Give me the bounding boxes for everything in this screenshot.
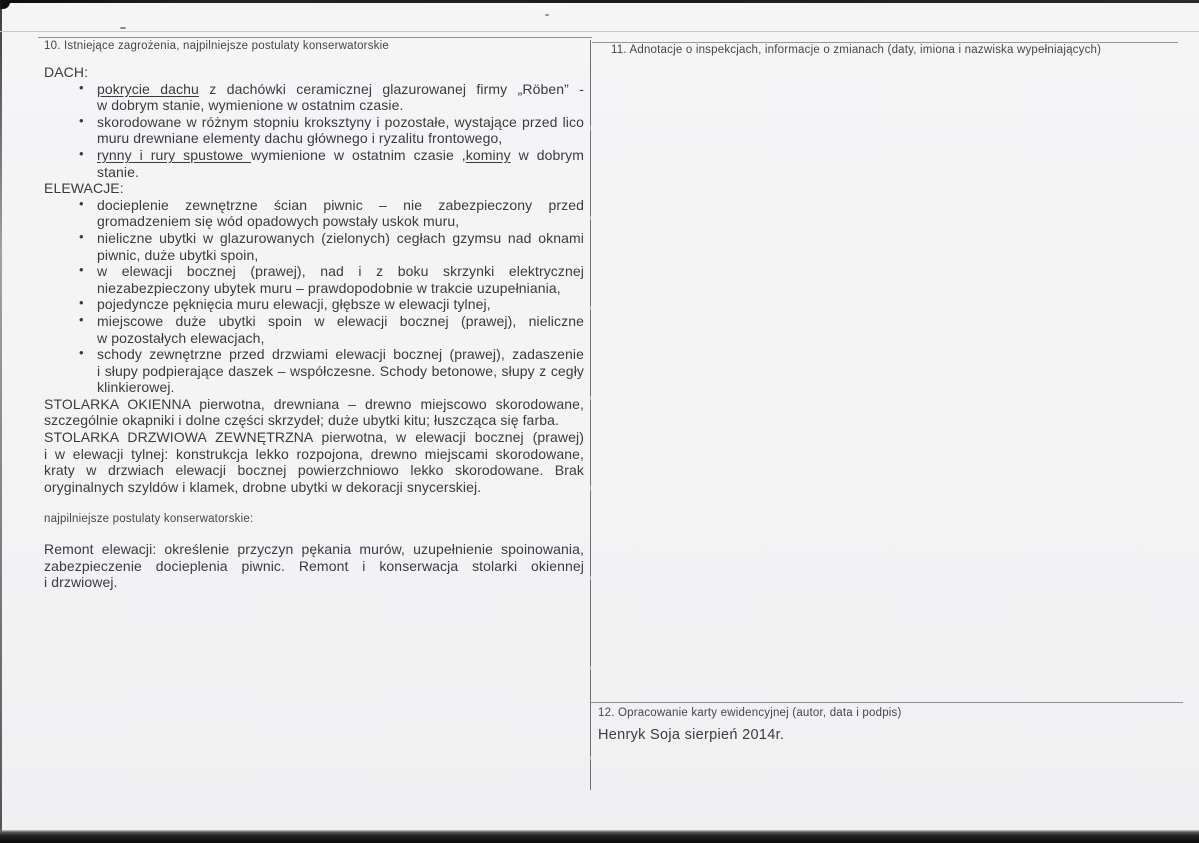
text-segment: wymienione w ostatnim czasie , bbox=[251, 146, 466, 163]
text-segment: stanie. bbox=[97, 163, 139, 180]
text-line bbox=[97, 313, 584, 330]
section-12-author-date: Henryk Soja sierpień 2014r. bbox=[598, 727, 785, 743]
scan-fold-line bbox=[0, 31, 1199, 32]
bullet-item bbox=[44, 81, 584, 114]
text-segment: oryginalnych szyldów i klamek, drobne ubytki w dekoracji snycerskiej. bbox=[44, 478, 482, 495]
text-line bbox=[97, 230, 584, 247]
text-line bbox=[97, 130, 584, 147]
text-line bbox=[97, 263, 584, 280]
text-line bbox=[97, 296, 584, 313]
section-10-content bbox=[44, 64, 584, 591]
bullet-icon: • bbox=[79, 295, 84, 311]
document-heading: ELEWACJE: bbox=[44, 180, 124, 197]
text-segment: klinkierowej. bbox=[97, 379, 175, 396]
bullet-item bbox=[44, 147, 584, 180]
text-line bbox=[44, 541, 584, 558]
section-10-top-rule bbox=[38, 37, 592, 38]
text-line bbox=[97, 147, 584, 164]
underlined-text: kominy bbox=[465, 146, 511, 163]
text-line bbox=[44, 574, 584, 591]
text-segment: STOLARKA OKIENNA pierwotna, drewniana – drewno miejscowo skorodowane, bbox=[44, 395, 584, 412]
text-line bbox=[44, 462, 584, 479]
text-line bbox=[97, 97, 584, 114]
section-10-label: 10. Istniejące zagrożenia, najpilniejsze postulaty konserwatorskie bbox=[44, 40, 389, 52]
bullet-icon: • bbox=[79, 311, 84, 327]
text-segment: schody zewnętrzne przed drzwiami elewacji bocznej (prawej), zadaszenie bbox=[97, 346, 584, 363]
bullet-item bbox=[44, 313, 584, 346]
bullet-item bbox=[44, 230, 584, 263]
text-line bbox=[44, 429, 584, 446]
text-line bbox=[97, 247, 584, 264]
bullet-icon: • bbox=[79, 145, 84, 161]
text-line bbox=[97, 346, 584, 363]
document-heading: DACH: bbox=[44, 64, 89, 80]
text-segment: w dobrym bbox=[510, 146, 585, 163]
underlined-text: rynny i rury spustowe bbox=[97, 146, 252, 163]
text-segment: i drzwiowej. bbox=[44, 574, 118, 591]
text-line bbox=[97, 164, 584, 181]
text-segment: muru drewniane elementy dachu głównego i ryzalitu frontowego, bbox=[97, 130, 503, 147]
text-line bbox=[97, 379, 584, 396]
underlined-text: pokrycie dachu bbox=[97, 80, 199, 97]
scan-top-edge bbox=[0, 0, 1199, 3]
text-segment: w pozostałych elewacjach, bbox=[97, 329, 265, 346]
text-segment: skorodowane w różnym stopniu kroksztyny i pozostałe, wystające przed lico bbox=[97, 113, 584, 130]
text-line bbox=[44, 396, 584, 413]
text-line bbox=[97, 114, 584, 131]
text-segment: STOLARKA DRZWIOWA ZEWNĘTRZNA pierwotna, w elewacji bocznej (prawej) bbox=[44, 429, 584, 446]
scan-speck bbox=[545, 14, 549, 16]
text-segment: piwnic, duże ubytki spoin, bbox=[97, 246, 259, 263]
text-line bbox=[44, 479, 584, 496]
text-line bbox=[44, 412, 584, 429]
text-line bbox=[44, 446, 584, 463]
text-line bbox=[97, 363, 584, 380]
text-line bbox=[97, 280, 584, 297]
text-segment: z dachówki ceramicznej glazurowanej firmy „Röben” - bbox=[198, 80, 584, 97]
text-segment: Remont elewacji: określenie przyczyn pękania murów, uzupełnienie spoinowania, bbox=[44, 541, 584, 558]
text-segment: niezabezpieczony ubytek muru – prawdopodobnie w trakcie uzupełniania, bbox=[97, 279, 561, 296]
text-segment: szczególnie okapniki i dolne części skrzydeł; duże ubytki kitu; łuszcząca się farba. bbox=[44, 412, 559, 429]
scan-left-edge bbox=[0, 0, 2, 843]
section-12-label: 12. Opracowanie karty ewidencyjnej (autor, data i podpis) bbox=[598, 707, 902, 719]
text-segment: zabezpieczenie docieplenia piwnic. Remont i konserwacja stolarki okiennej bbox=[44, 557, 584, 574]
text-segment: w dobrym stanie, wymienione w ostatnim czasie. bbox=[97, 97, 404, 114]
text-line bbox=[97, 197, 584, 214]
text-segment: nieliczne ubytki w glazurowanych (zielonych) cegłach gzymsu nad oknami bbox=[97, 229, 584, 246]
scan-bottom-edge bbox=[0, 830, 1199, 843]
paragraph bbox=[44, 396, 584, 429]
scan-speck bbox=[120, 27, 126, 29]
column-divider-rule bbox=[590, 40, 591, 790]
text-segment: docieplenie zewnętrzne ścian piwnic – nie zabezpieczony przed bbox=[97, 196, 584, 213]
text-segment: kraty w drzwiach elewacji bocznej powierzchniowo lekko skorodowane. Brak bbox=[44, 462, 584, 479]
bullet-item bbox=[44, 114, 584, 147]
text-segment: i słupy podpierające daszek – współczesne. Schody betonowe, słupy z cegły bbox=[97, 362, 584, 379]
bullet-icon: • bbox=[79, 345, 84, 361]
text-line bbox=[97, 213, 584, 230]
bullet-item bbox=[44, 346, 584, 396]
text-segment: w elewacji bocznej (prawej), nad i z boku skrzynki elektrycznej bbox=[97, 263, 584, 280]
bullet-icon: • bbox=[79, 228, 84, 244]
text-segment: gromadzeniem się wód opadowych powstały uskok muru, bbox=[97, 213, 460, 230]
section-12-top-rule bbox=[591, 702, 1183, 703]
bullet-icon: • bbox=[79, 195, 84, 211]
bullet-icon: • bbox=[79, 79, 84, 95]
bullet-item bbox=[44, 263, 584, 296]
section-11-label: 11. Adnotacje o inspekcjach, informacje o zmianach (daty, imiona i nazwiska wypełniających) bbox=[611, 44, 1102, 56]
bullet-item bbox=[44, 296, 584, 313]
bullet-icon: • bbox=[79, 262, 84, 278]
bullet-icon: • bbox=[79, 112, 84, 128]
text-segment: miejscowe duże ubytki spoin w elewacji bocznej (prawej), nieliczne bbox=[97, 312, 584, 329]
paragraph bbox=[44, 541, 584, 591]
text-segment: i w elewacji tylnej: konstrukcja lekko rozpojona, drewno miejscami skorodowane, bbox=[44, 445, 584, 462]
document-subheading: najpilniejsze postulaty konserwatorskie: bbox=[44, 513, 254, 526]
text-segment: pojedyncze pęknięcia muru elewacji, głębsze w elewacji tylnej, bbox=[97, 296, 491, 313]
bullet-item bbox=[44, 197, 584, 230]
text-line bbox=[44, 558, 584, 575]
text-line bbox=[97, 330, 584, 347]
paragraph bbox=[44, 429, 584, 495]
section-11-top-rule bbox=[592, 42, 1178, 43]
text-line bbox=[97, 81, 584, 98]
